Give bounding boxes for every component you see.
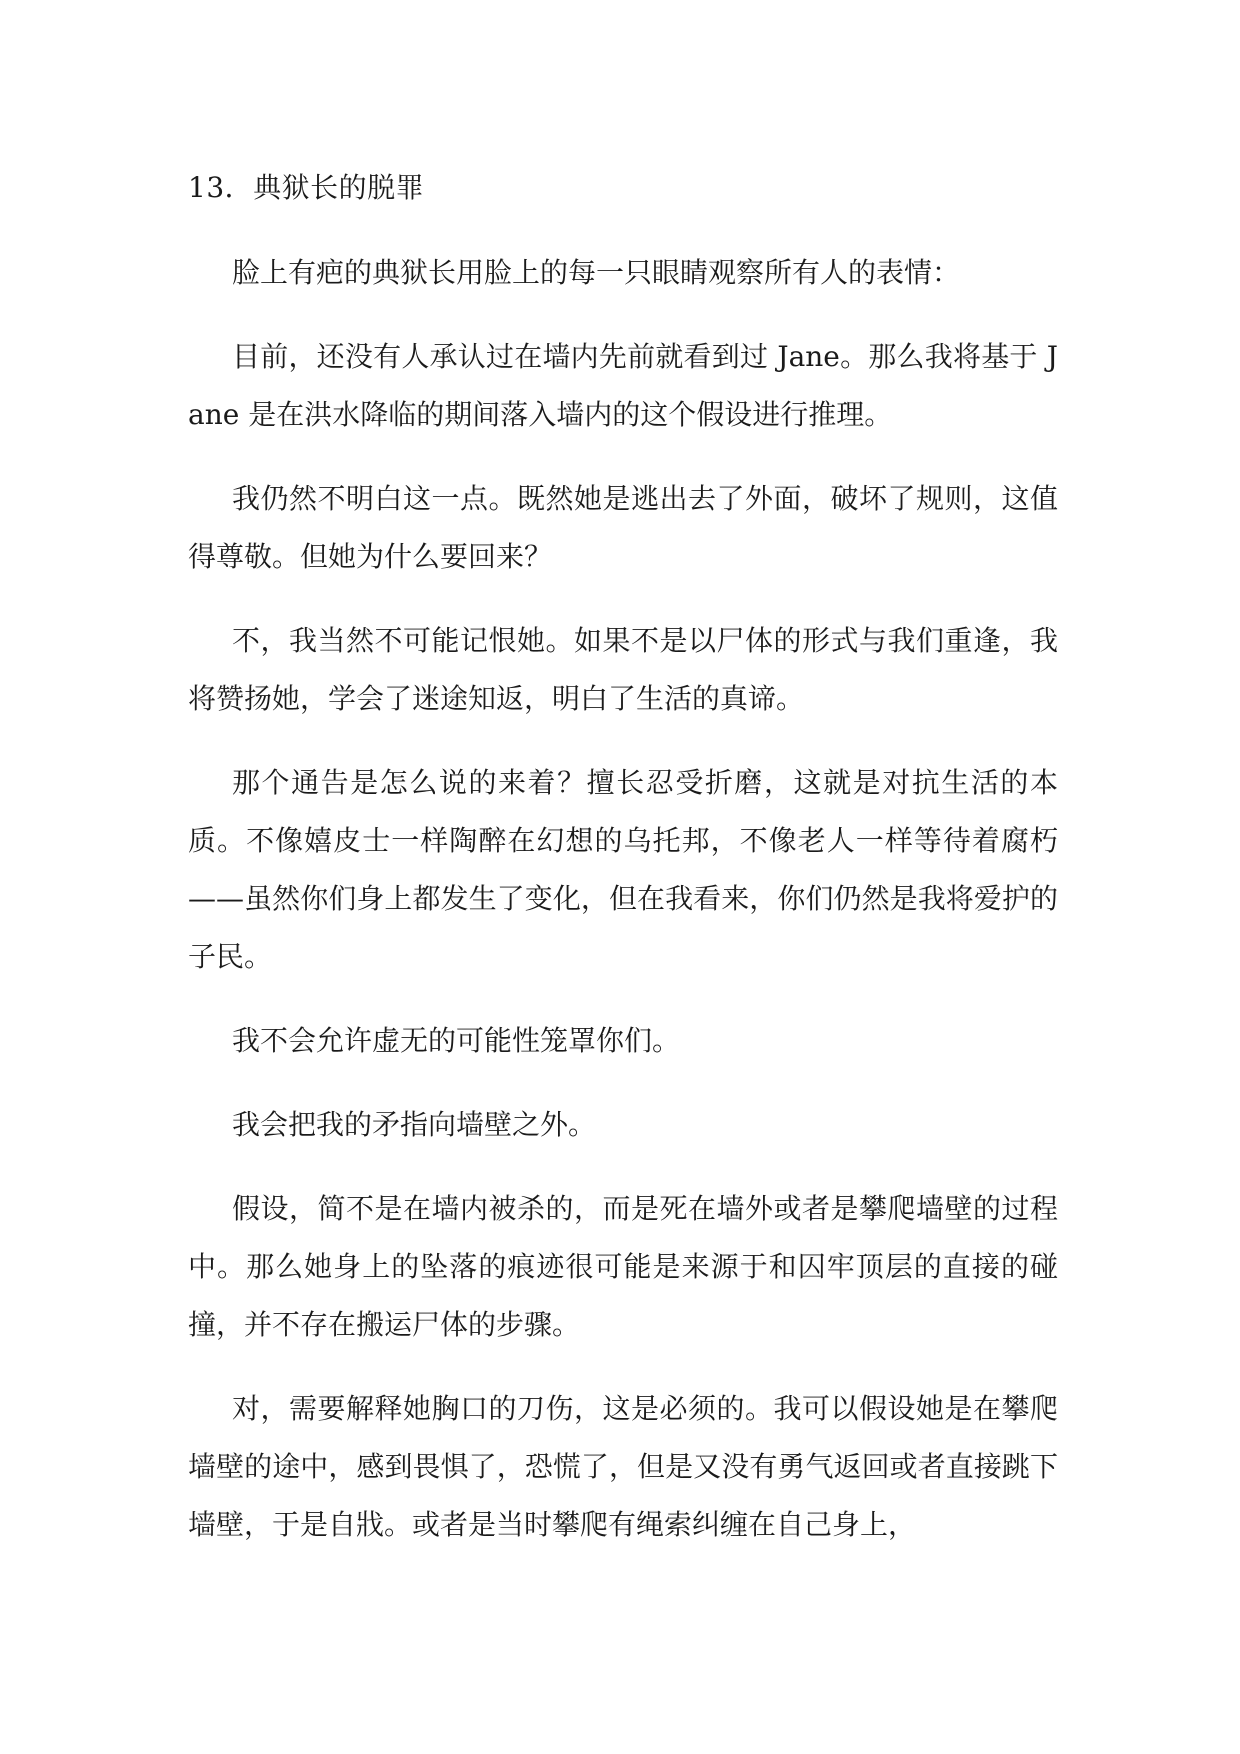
paragraph-7: 我会把我的矛指向墙壁之外。 [232, 1108, 597, 1141]
chapter-title: 13．典狱长的脱罪 [188, 171, 425, 204]
paragraph-1: 脸上有疤的典狱长用脸上的每一只眼睛观察所有人的表情： [232, 256, 961, 289]
paragraph-3: 我仍然不明白这一点。既然她是逃出去了外面，破坏了规则，这值得尊敬。但她为什么要回来？ [188, 482, 1058, 573]
paragraph-5: 那个通告是怎么说的来着？擅长忍受折磨，这就是对抗生活的本质。不像嬉皮士一样陶醉在幻想的乌托邦，不像老人一样等待着腐朽——虽然你们身上都发生了变化，但在我看来，你们仍然是我将爱护的子民。 [188, 766, 1058, 973]
paragraph-6: 我不会允许虚无的可能性笼罩你们。 [232, 1024, 681, 1057]
paragraph-8: 假设，简不是在墙内被杀的，而是死在墙外或者是攀爬墙壁的过程中。那么她身上的坠落的痕迹很可能是来源于和囚牢顶层的直接的碰撞，并不存在搬运尸体的步骤。 [188, 1192, 1058, 1341]
document-page [188, 160, 1058, 1580]
paragraph-9: 对，需要解释她胸口的刀伤，这是必须的。我可以假设她是在攀爬墙壁的途中，感到畏惧了，恐慌了，但是又没有勇气返回或者直接跳下墙壁，于是自戕。或者是当时攀爬有绳索纠缠在自己身上， [188, 1392, 1058, 1541]
paragraph-4: 不，我当然不可能记恨她。如果不是以尸体的形式与我们重逢，我将赞扬她，学会了迷途知返，明白了生活的真谛。 [188, 624, 1058, 715]
paragraph-2: 目前，还没有人承认过在墙内先前就看到过 Jane。那么我将基于 Jane 是在洪水降临的期间落入墙内的这个假设进行推理。 [188, 340, 1058, 431]
